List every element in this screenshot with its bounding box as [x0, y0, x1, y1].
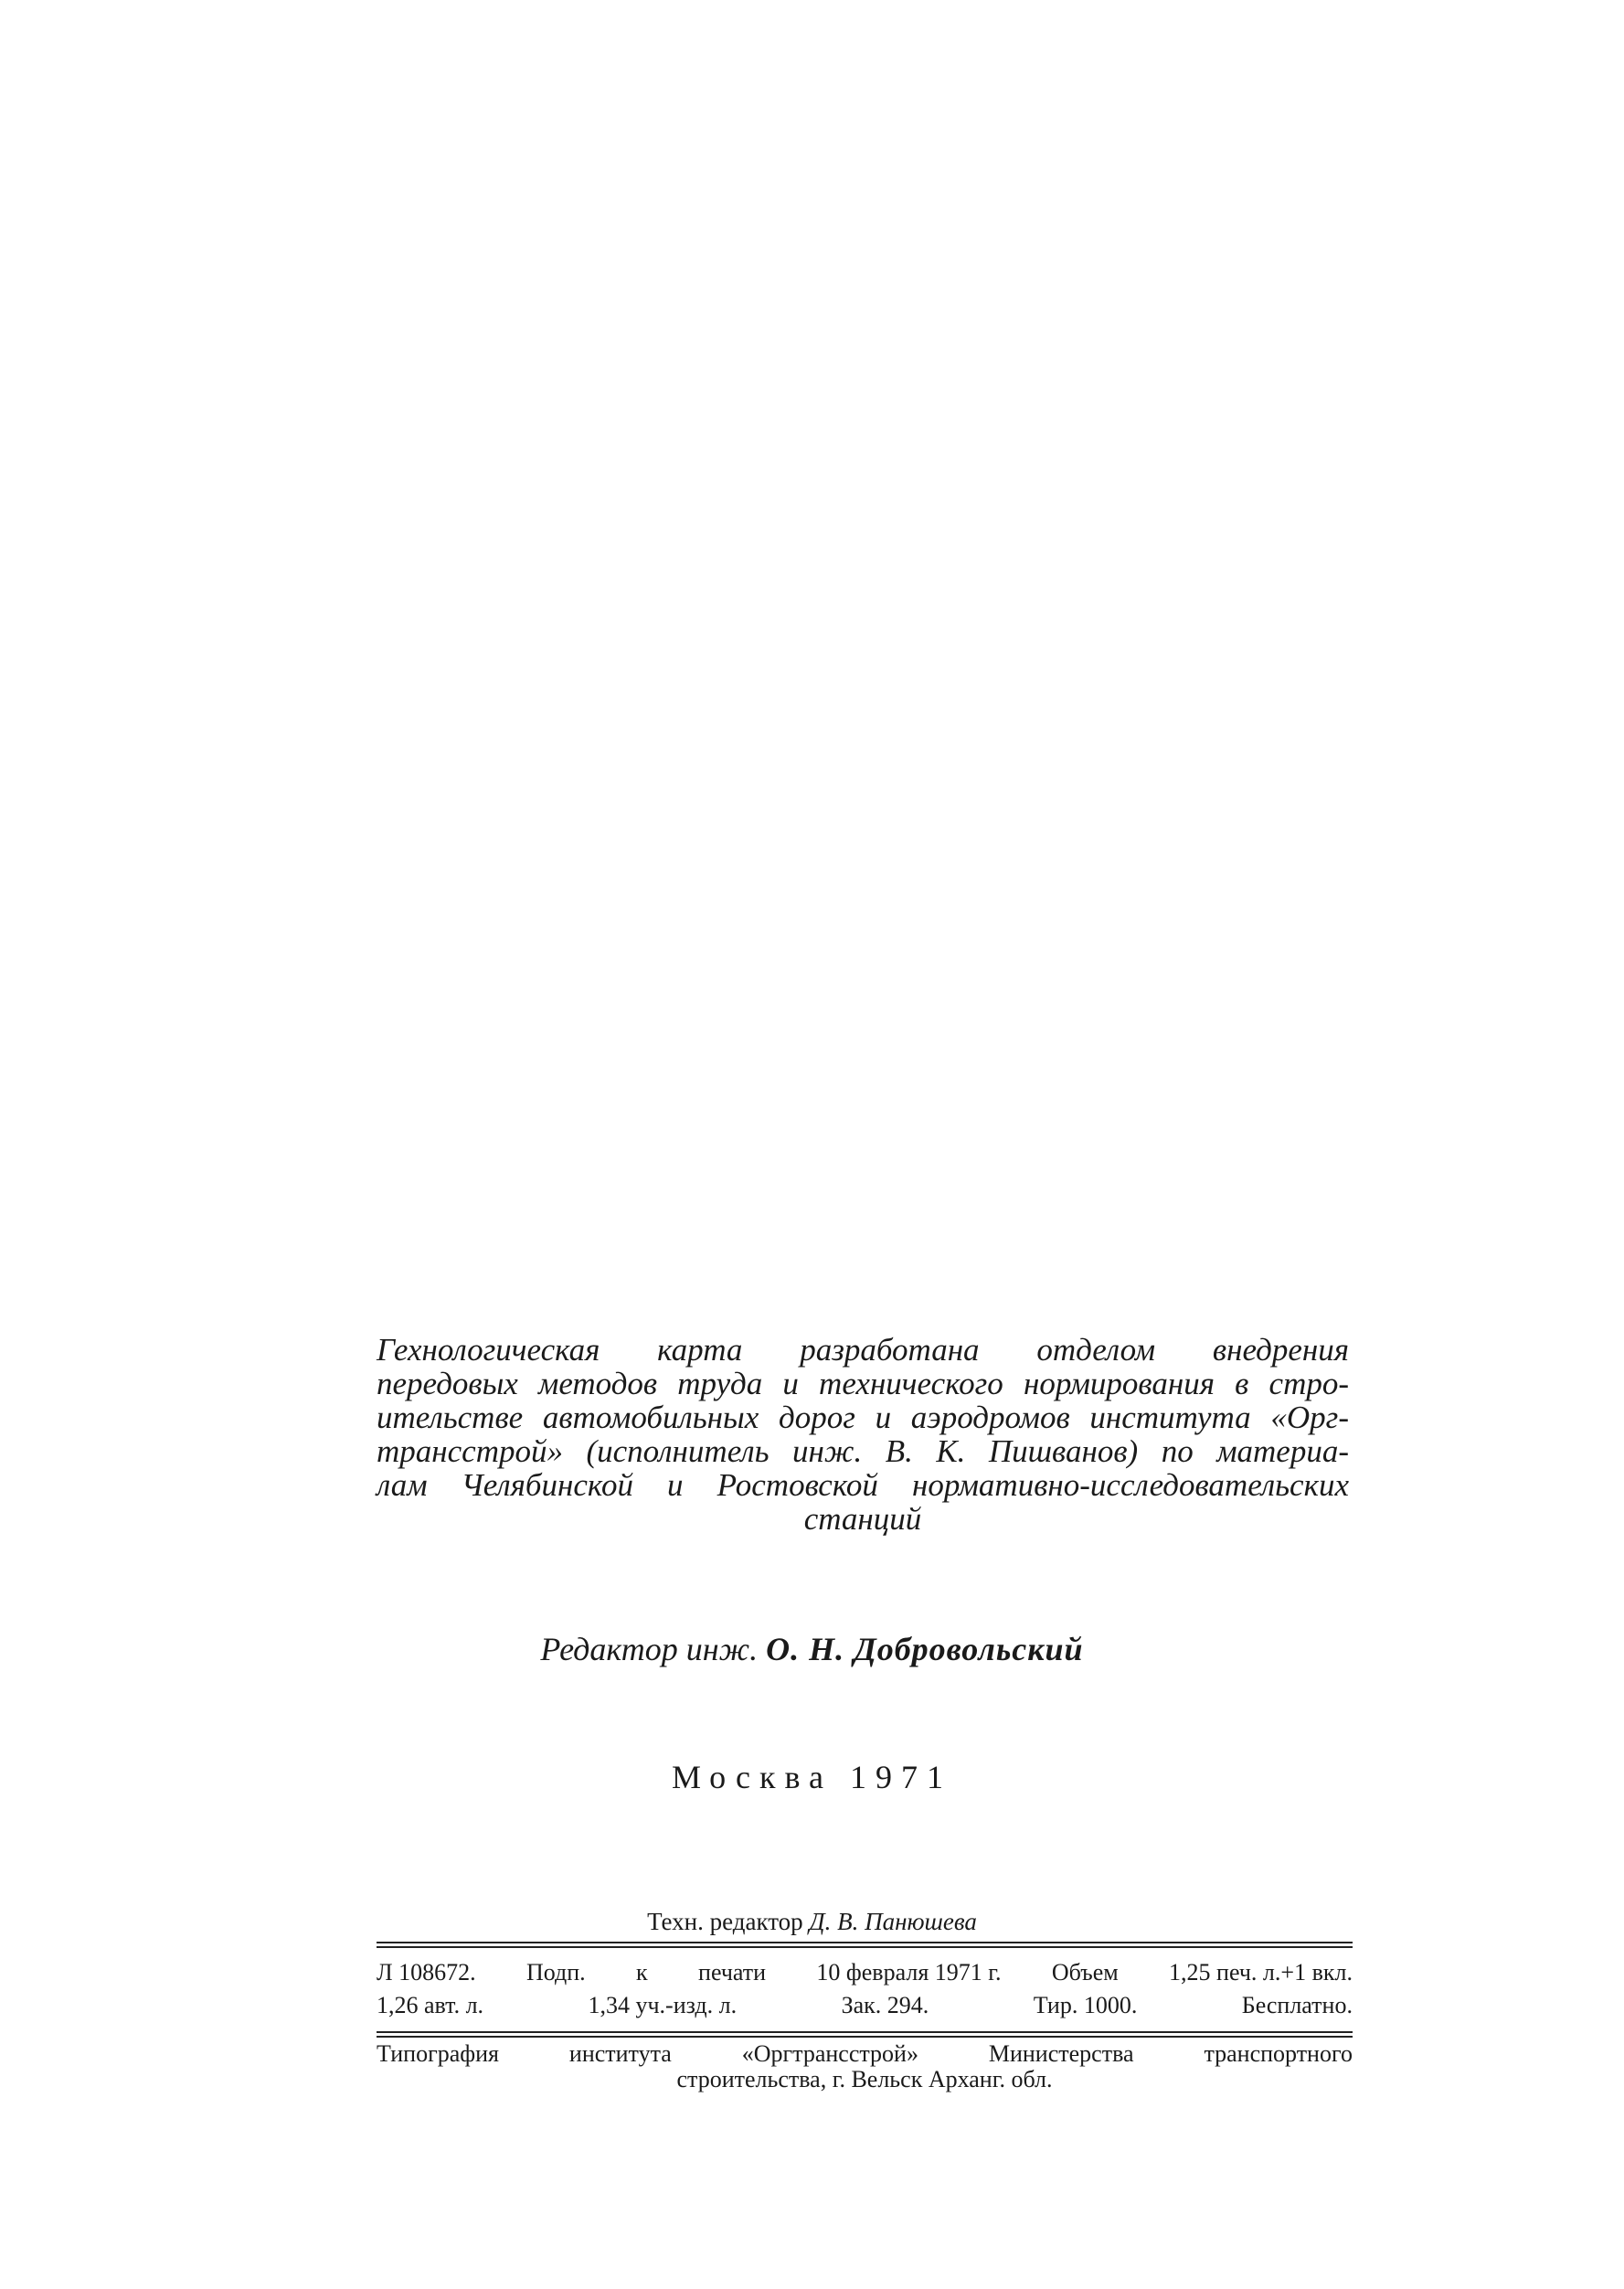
imprint-cell: Тир. 1000.: [1033, 1992, 1138, 2018]
imprint-cell: 1,25 печ. л.+1 вкл.: [1169, 1959, 1353, 1986]
editor-credit: [0, 1630, 1624, 1668]
printer-block: [377, 2041, 1353, 2092]
credits-line: трансстрой» (исполнитель инж. В. К. Пишванов) по материа-: [377, 1433, 1349, 1469]
printer-cell: Министерства: [988, 2040, 1134, 2067]
printer-cell: транспортного: [1204, 2040, 1353, 2067]
imprint-row: [377, 1956, 1353, 1989]
tech-editor-credit: [0, 1907, 1624, 1936]
divider-rule: [377, 2036, 1353, 2038]
editor-role: Редактор инж.: [540, 1631, 759, 1667]
imprint-cell: 10 февраля 1971 г.: [816, 1959, 1002, 1986]
credits-line: станций: [803, 1501, 922, 1537]
printer-cell: Типография: [377, 2040, 499, 2067]
credits-line: ительстве автомобильных дорог и аэродромов института «Орг-: [377, 1400, 1349, 1435]
credits-line: Гехнологическая карта разработана отделом внедрения: [377, 1332, 1349, 1368]
imprint-cell: 1,34 уч.-изд. л.: [588, 1992, 738, 2018]
imprint-row: [377, 1989, 1353, 2022]
printer-cell: «Оргтрансстрой»: [741, 2040, 918, 2067]
credits-line: лам Челябинской и Ростовской нормативно-исследовательских: [377, 1467, 1349, 1503]
city-year: Москва 1971: [672, 1759, 952, 1795]
divider-rule: [377, 1946, 1353, 1948]
divider-rule: [377, 2031, 1353, 2033]
imprint-cell: 1,26 авт. л.: [377, 1992, 484, 2018]
imprint-cell: печати: [698, 1959, 767, 1986]
divider-rule: [377, 1942, 1353, 1943]
imprint-cell: Подп.: [526, 1959, 586, 1986]
credits-line: передовых методов труда и технического нормирования в стро-: [377, 1366, 1349, 1401]
imprint-block: [377, 1956, 1353, 2022]
imprint-cell: Л 108672.: [377, 1959, 476, 1986]
imprint-cell: к: [636, 1959, 648, 1986]
imprint-cell: Зак. 294.: [841, 1992, 929, 2018]
tech-editor-name: Д. В. Панюшева: [809, 1908, 977, 1935]
tech-editor-role: Техн. редактор: [647, 1908, 803, 1935]
printer-cell: института: [568, 2040, 672, 2067]
imprint-cell: Бесплатно.: [1241, 1992, 1353, 2018]
imprint-cell: Объем: [1051, 1959, 1119, 1986]
printer-row: [377, 2041, 1353, 2067]
editor-name: О. Н. Добровольский: [766, 1631, 1084, 1667]
printer-row: строительства, г. Вельск Арханг. обл.: [676, 2066, 1053, 2092]
credits-paragraph: [377, 1333, 1349, 1536]
